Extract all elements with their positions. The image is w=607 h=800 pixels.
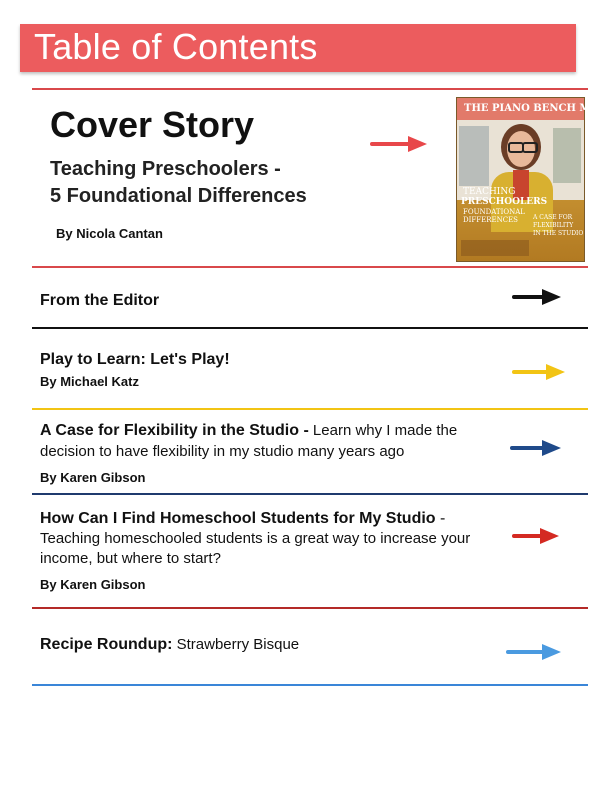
toc-item-from-the-editor[interactable]: From the Editor: [40, 292, 160, 309]
magazine-headline-4: DIFFERENCES: [463, 216, 518, 224]
arrow-homeschool-icon[interactable]: [512, 526, 562, 546]
toc-item-flexibility[interactable]: [40, 420, 480, 462]
homeschool-description: Teaching homeschooled students is a great way to increase your income, but where to start?: [40, 530, 471, 567]
magazine-footer-band: [461, 240, 529, 256]
magazine-cover-image[interactable]: [456, 97, 607, 262]
arrow-play-icon[interactable]: [512, 362, 568, 382]
homeschool-title: How Can I Find Homeschool Students for My Studio: [40, 510, 436, 527]
page-title: Table of Contents: [34, 26, 318, 67]
recipe-title: Recipe Roundup:: [40, 636, 173, 653]
magazine-headline-1: TEACHING: [463, 187, 516, 197]
divider-homeschool: [32, 607, 588, 609]
cover-arrow-icon[interactable]: [370, 134, 430, 154]
divider-editor: [32, 327, 588, 329]
cover-story-heading: Cover Story: [50, 104, 255, 145]
cover-story-author: By Nicola Cantan: [56, 226, 163, 241]
cover-subtitle-line2: 5 Foundational Differences: [50, 185, 307, 207]
divider-flexibility: [32, 493, 588, 495]
toc-item-recipe[interactable]: [40, 634, 299, 655]
flexibility-description: Learn why I made the decision to have flexibility in my studio many years ago: [40, 422, 458, 460]
cover-subtitle-line1: Teaching Preschoolers -: [50, 158, 281, 180]
toc-item-play-to-learn[interactable]: Play to Learn: Let's Play!: [40, 351, 230, 368]
magazine-masthead: THE PIANO BENCH MAG: [464, 103, 607, 114]
arrow-recipe-icon[interactable]: [506, 642, 564, 662]
toc-item-homeschool[interactable]: [40, 508, 480, 569]
magazine-headline-3: FOUNDATIONAL: [463, 208, 525, 216]
cover-story-subtitle[interactable]: [50, 156, 307, 210]
magazine-side-3: IN THE STUDIO: [533, 230, 584, 237]
homeschool-title-suffix: -: [435, 510, 446, 527]
homeschool-author: By Karen Gibson: [40, 577, 146, 592]
recipe-description: Strawberry Bisque: [172, 636, 300, 653]
magazine-side-1: A CASE FOR: [533, 214, 573, 221]
magazine-side-2: FLEXIBILITY: [533, 222, 574, 229]
divider-top: [32, 88, 588, 90]
arrow-editor-icon[interactable]: [512, 287, 564, 307]
magazine-headline-2: PRESCHOOLERS: [461, 197, 548, 207]
divider-recipe: [32, 684, 588, 686]
play-to-learn-author: By Michael Katz: [40, 374, 139, 389]
arrow-flexibility-icon[interactable]: [510, 438, 564, 458]
flexibility-title: A Case for Flexibility in the Studio -: [40, 422, 309, 439]
divider-cover: [32, 266, 588, 268]
flexibility-author: By Karen Gibson: [40, 470, 146, 485]
divider-play: [32, 408, 588, 410]
